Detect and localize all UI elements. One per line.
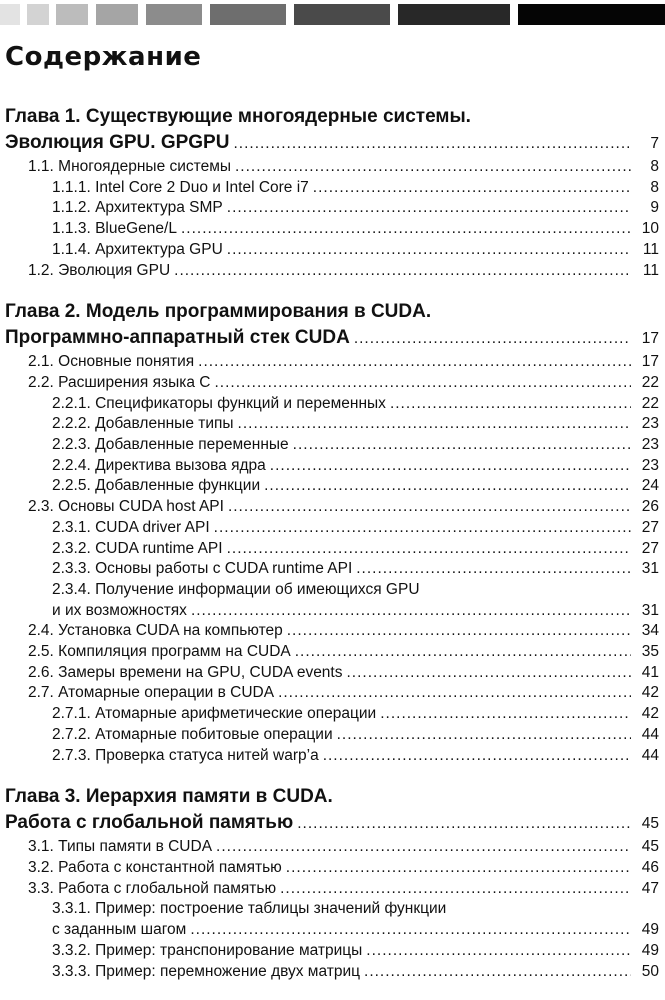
toc-entry <box>0 157 665 178</box>
dot-leader <box>227 240 631 261</box>
toc-entry-text: 2.7.1. Атомарные арифметические операции <box>52 705 377 723</box>
toc-entry-text: 3.3.3. Пример: перемножение двух матриц <box>52 962 361 980</box>
toc-entry <box>0 219 665 240</box>
header-bar-segment <box>0 4 20 25</box>
toc-entry-text: 2.2.5. Добавленные функции <box>52 477 261 495</box>
toc-entry-text: с заданным шагом <box>52 921 187 939</box>
chapter-title: Глава 3. Иерархия памяти в CUDA. <box>5 786 333 808</box>
chapter-title: Глава 2. Модель программирования в CUDA. <box>5 301 432 323</box>
page-number: 7 <box>650 135 659 152</box>
dot-leader <box>191 601 631 622</box>
dot-leader <box>227 539 631 560</box>
toc-entry-continuation <box>52 601 665 622</box>
dot-leader <box>293 435 631 456</box>
toc-entry-text: 2.3.1. CUDA driver API <box>52 518 210 536</box>
toc-entry-text: 1.1. Многоядерные системы <box>28 158 231 175</box>
dot-leader <box>286 858 631 879</box>
toc-entry-multiline <box>0 580 665 621</box>
dot-leader <box>313 178 631 199</box>
toc-entry-text: 2.3.3. Основы работы с CUDA runtime API <box>52 560 353 578</box>
header-bar-segment <box>27 4 49 25</box>
toc-entry-text: 1.1.2. Архитектура SMP <box>52 199 223 217</box>
toc-entry <box>0 725 665 746</box>
toc-entry-text: и их возможностях <box>52 601 187 619</box>
toc-entry-text: 3.3.1. Пример: построение таблицы значений функции <box>52 900 447 918</box>
dot-leader <box>270 456 631 477</box>
page-number: 27 <box>641 539 659 557</box>
toc-entry <box>0 962 665 983</box>
toc-entry-text: 2.5. Компиляция программ на CUDA <box>28 643 291 661</box>
chapter-1 <box>0 104 665 281</box>
page-number: 23 <box>641 456 659 474</box>
toc-entry <box>0 858 665 879</box>
toc-entry <box>0 879 665 900</box>
toc-entry-text: 2.7.2. Атомарные побитовые операции <box>52 725 333 743</box>
page-number: 17 <box>641 330 659 348</box>
decorative-header-bar <box>0 4 665 25</box>
page-number: 11 <box>642 240 659 258</box>
page-number: 34 <box>641 622 659 640</box>
toc-entry <box>0 414 665 435</box>
page-title: Содержание <box>5 42 202 72</box>
toc-entry-text: 2.1. Основные понятия <box>28 353 195 371</box>
toc-entry <box>0 559 665 580</box>
page-number: 46 <box>641 858 659 876</box>
dot-leader <box>354 326 631 352</box>
page-number: 35 <box>641 643 659 661</box>
page-number: 42 <box>641 684 659 702</box>
page-number: 9 <box>650 199 659 217</box>
toc-entry <box>0 456 665 477</box>
header-bar-segment <box>146 4 202 25</box>
toc-entry <box>0 539 665 560</box>
dot-leader <box>287 621 631 642</box>
page-number: 8 <box>650 178 659 196</box>
toc-entry <box>0 476 665 497</box>
dot-leader <box>295 642 631 663</box>
dot-leader <box>297 811 631 837</box>
chapter-3 <box>0 784 665 982</box>
toc-entry-text: 3.2. Работа с константной памятью <box>28 858 282 876</box>
toc-entry <box>0 394 665 415</box>
toc-entry <box>0 704 665 725</box>
dot-leader <box>280 879 631 900</box>
toc-entry-multiline <box>0 899 665 940</box>
page-number: 41 <box>641 663 659 681</box>
toc-entry <box>0 621 665 642</box>
toc-entry <box>0 261 665 282</box>
page-number: 49 <box>641 921 659 939</box>
header-bar-segment <box>210 4 286 25</box>
dot-leader <box>181 219 631 240</box>
dot-leader <box>216 837 631 858</box>
page-number: 31 <box>641 560 659 578</box>
toc-entry <box>0 497 665 518</box>
toc-entry-text: 3.3.2. Пример: транспонирование матрицы <box>52 941 363 959</box>
toc-entry <box>0 837 665 858</box>
dot-leader <box>356 559 631 580</box>
toc-entry-text: 2.3. Основы CUDA host API <box>28 498 224 516</box>
dot-leader <box>264 476 631 497</box>
page-number: 42 <box>641 705 659 723</box>
page-number: 24 <box>641 477 659 495</box>
page-number: 10 <box>641 220 659 238</box>
dot-leader <box>227 198 631 219</box>
toc-entry-text: 2.4. Установка CUDA на компьютер <box>28 622 283 640</box>
toc-entry-text: 1.1.3. BlueGene/L <box>52 220 177 238</box>
toc-entry <box>0 198 665 219</box>
page-number: 50 <box>641 962 659 980</box>
page-number: 23 <box>641 436 659 454</box>
chapter-subtitle: Эволюция GPU. GPGPU <box>5 132 230 153</box>
toc-entry-text: 2.7.3. Проверка статуса нитей warp’а <box>52 746 319 764</box>
toc-entry <box>0 373 665 394</box>
page-number: 45 <box>641 815 659 833</box>
dot-leader <box>174 261 631 282</box>
toc-entry-text: 1.1.1. Intel Core 2 Duo и Intel Core i7 <box>52 178 309 196</box>
toc-entry <box>0 435 665 456</box>
toc-entry-text: 2.2.2. Добавленные типы <box>52 415 234 433</box>
toc-entry <box>0 683 665 704</box>
toc-entry-text: 2.6. Замеры времени на GPU, CUDA events <box>28 663 343 681</box>
dot-leader <box>323 746 631 767</box>
dot-leader <box>198 352 631 373</box>
page-number: 44 <box>641 725 659 743</box>
page-number: 22 <box>641 373 659 391</box>
page-number: 22 <box>641 394 659 412</box>
toc-entry-text: 3.3. Работа с глобальной памятью <box>28 879 277 897</box>
toc-entry-text: 3.1. Типы памяти в CUDA <box>28 838 213 856</box>
dot-leader <box>190 920 631 941</box>
toc-entry-text: 2.3.4. Получение информации об имеющихся GPU <box>52 580 420 598</box>
chapter-2 <box>0 299 665 766</box>
toc-entry <box>0 941 665 962</box>
page-number: 31 <box>641 601 659 619</box>
table-of-contents <box>0 104 665 1000</box>
toc-entry-text: 2.2. Расширения языка С <box>28 373 211 391</box>
toc-entry <box>0 240 665 261</box>
toc-entry-text: 2.2.1. Спецификаторы функций и переменных <box>52 394 386 412</box>
toc-entry-text: 2.2.3. Добавленные переменные <box>52 436 289 454</box>
header-bar-segment <box>96 4 138 25</box>
page-number: 44 <box>641 746 659 764</box>
dot-leader <box>235 157 631 178</box>
dot-leader <box>337 725 631 746</box>
dot-leader <box>215 373 632 394</box>
dot-leader <box>347 663 632 684</box>
page-number: 47 <box>641 879 659 897</box>
chapter-subtitle: Работа с глобальной памятью <box>5 812 294 834</box>
page-number: 23 <box>641 415 659 433</box>
dot-leader <box>233 131 631 157</box>
header-bar-segment <box>294 4 390 25</box>
toc-entry <box>0 518 665 539</box>
toc-entry <box>0 178 665 199</box>
dot-leader <box>380 704 631 725</box>
toc-entry <box>0 642 665 663</box>
page-number: 49 <box>641 941 659 959</box>
chapter-title: Глава 1. Существующие многоядерные системы. <box>5 106 471 127</box>
toc-entry-text: 2.7. Атомарные операции в CUDA <box>28 684 275 702</box>
header-bar-segment <box>56 4 88 25</box>
dot-leader <box>390 394 631 415</box>
toc-entry-continuation <box>52 920 665 941</box>
header-bar-segment <box>398 4 510 25</box>
toc-entry <box>0 663 665 684</box>
toc-entry-text: 1.1.4. Архитектура GPU <box>52 240 223 258</box>
toc-entry-text: 2.2.4. Директива вызова ядра <box>52 456 266 474</box>
dot-leader <box>366 941 631 962</box>
toc-entry-text: 2.3.2. CUDA runtime API <box>52 539 223 557</box>
page-number: 8 <box>650 158 659 175</box>
toc-entry <box>0 352 665 373</box>
dot-leader <box>214 518 631 539</box>
page-number: 17 <box>641 353 659 371</box>
toc-entry-text: 1.2. Эволюция GPU <box>28 261 171 279</box>
chapter-title-row <box>0 325 665 352</box>
chapter-title-row <box>0 810 665 837</box>
page-number: 45 <box>641 838 659 856</box>
dot-leader <box>238 414 631 435</box>
page-number: 11 <box>642 261 659 279</box>
header-bar-segment <box>518 4 665 25</box>
chapter-subtitle: Программно-аппаратный стек CUDA <box>5 327 350 349</box>
chapter-title-row <box>0 130 665 157</box>
page-number: 26 <box>641 498 659 516</box>
page-number: 27 <box>641 518 659 536</box>
toc-entry <box>0 746 665 767</box>
dot-leader <box>364 962 631 983</box>
dot-leader <box>278 683 631 704</box>
dot-leader <box>228 497 631 518</box>
